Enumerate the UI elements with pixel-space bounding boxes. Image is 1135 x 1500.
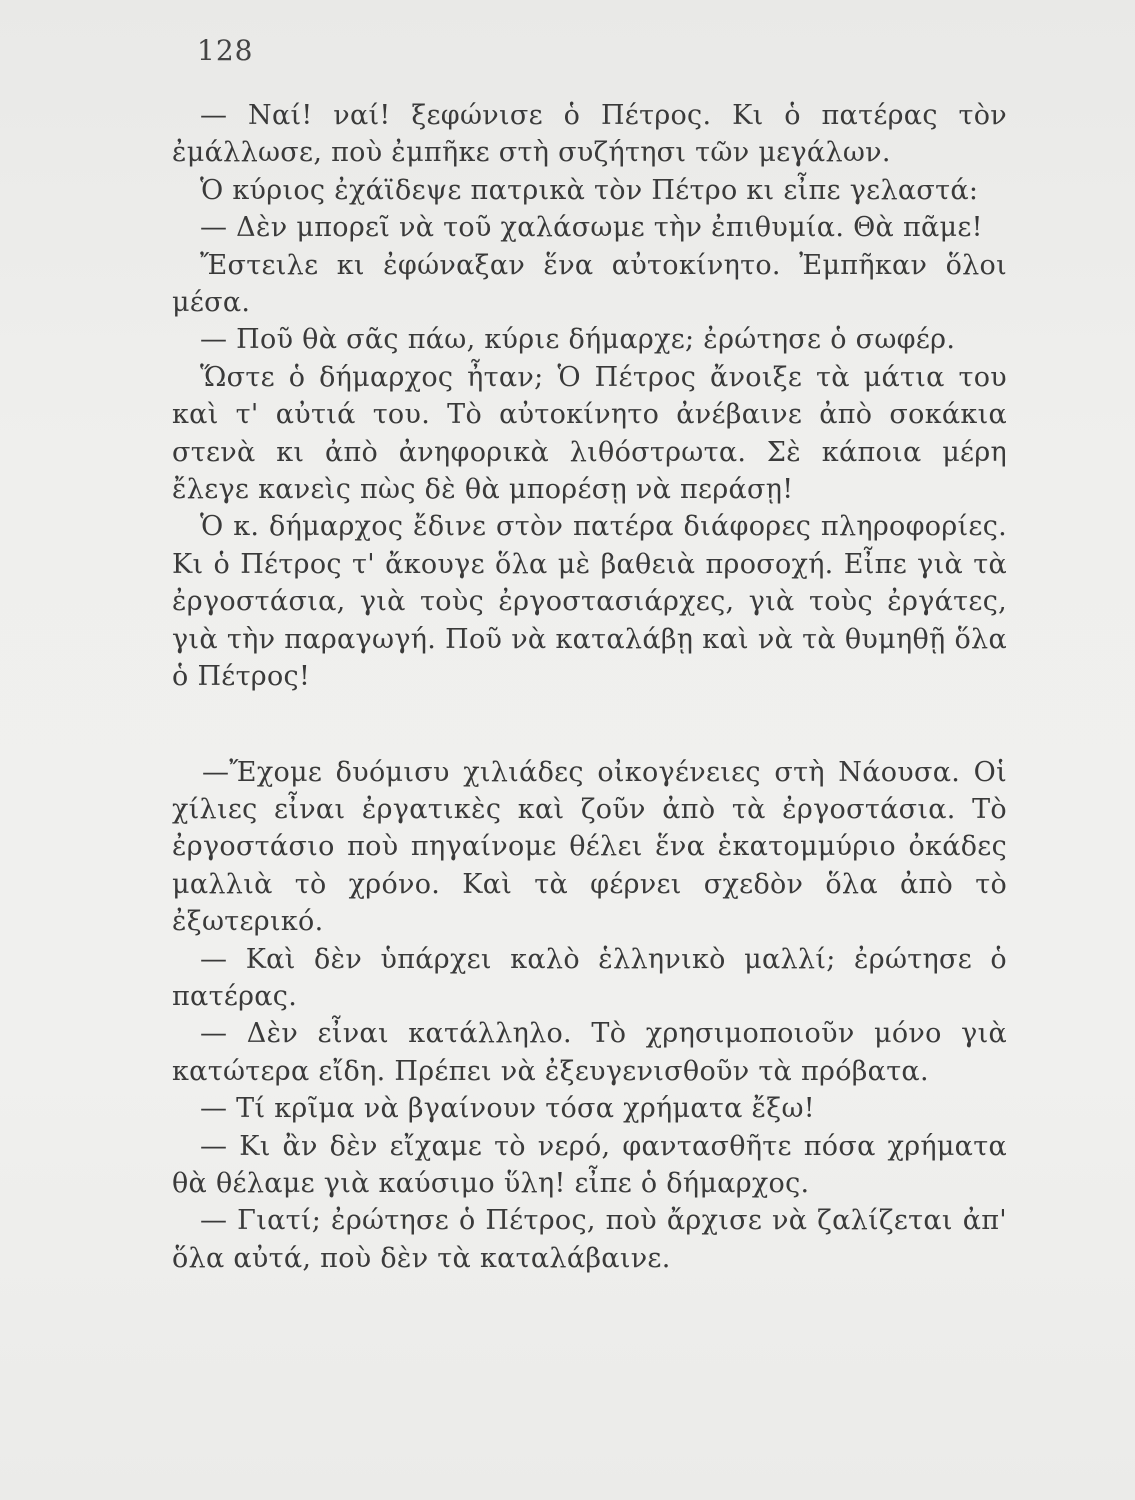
text-block-1 (172, 97, 1007, 696)
paragraph: Ἔστειλε κι ἐφώναξαν ἕνα αὐτοκίνητο. Ἐμπῆκαν ὅλοι μέσα. (172, 249, 1007, 319)
page-text (172, 97, 1007, 1277)
paragraph: Ὁ κύριος ἐχάϊδεψε πατρικὰ τὸν Πέτρο κι εἶπε γελαστά: (200, 174, 979, 206)
text-block-2 (172, 754, 1007, 1278)
paragraph: — Δὲν εἶναι κατάλληλο. Τὸ χρησιμοποιοῦν μόνο γιὰ κατώτερα εἴδη. Πρέπει νὰ ἐξευγενισθοῦν τὰ πρόβατα. (172, 1018, 1007, 1087)
paragraph: — Ναί! ναί! ξεφώνισε ὁ Πέτρος. Κι ὁ πατέρας τὸν ἐμάλλωσε, ποὺ ἐμπῆκε στὴ συζήτησι τῶν μεγάλων. (172, 100, 1007, 169)
paragraph: —Ἔχομε δυόμισυ χιλιάδες οἰκογένειες στὴ Νάουσα. Οἱ χίλιες εἶναι ἐργατικὲς καὶ ζοῦν ἀπὸ τὰ ἐργοστάσια. Τὸ ἐργοστάσιο ποὺ πηγαίνομε θέλει ἕνα ἑκατομμύριο ὀκάδες μαλλιὰ τὸ χρόνο. Καὶ τὰ φέρνει σχεδὸν ὅλα ἀπὸ τὸ ἐξωτερικό. (172, 756, 1007, 938)
paragraph: Ὁ κ. δήμαρχος ἔδινε στὸν πατέρα διάφορες πληροφορίες. Κι ὁ Πέτρος τ' ἄκουγε ὅλα μὲ βαθειὰ προσοχή. Εἶπε γιὰ τὰ ἐργοστάσια, γιὰ τοὺς ἐργοστασιάρχες, γιὰ τοὺς ἐργάτες, γιὰ τὴν παραγωγή. Ποῦ νὰ καταλάβῃ καὶ νὰ τὰ θυμηθῇ ὅλα ὁ Πέτρος! (172, 511, 1007, 693)
page-number: 128 (197, 34, 254, 67)
paragraph: — Δὲν μπορεῖ νὰ τοῦ χαλάσωμε τὴν ἐπιθυμία. Θὰ πᾶμε! (200, 212, 983, 244)
paragraph: — Καὶ δὲν ὑπάρχει καλὸ ἑλληνικὸ μαλλί; ἐρώτησε ὁ πατέρας. (172, 943, 1007, 1012)
paragraph: Ὥστε ὁ δήμαρχος ἦταν; Ὁ Πέτρος ἄνοιξε τὰ μάτια του καὶ τ' αὐτιά του. Τὸ αὐτοκίνητο ἀνέβαινε ἀπὸ σοκάκια στενὰ κι ἀπὸ ἀνηφορικὰ λιθόστρωτα. Σὲ κάποια μέρη ἔλεγε κανεὶς πὼς δὲ θὰ μπορέσῃ νὰ περάσῃ! (172, 361, 1007, 506)
paragraph: — Τί κρῖμα νὰ βγαίνουν τόσα χρήματα ἔξω! (200, 1093, 815, 1125)
paragraph: — Κι ἂν δὲν εἴχαμε τὸ νερό, φαντασθῆτε πόσα χρήματα θὰ θέλαμε γιὰ καύσιμο ὕλη! εἶπε ὁ δήμαρχος. (172, 1130, 1007, 1199)
paragraph: — Γιατί; ἐρώτησε ὁ Πέτρος, ποὺ ἄρχισε νὰ ζαλίζεται ἀπ' ὅλα αὐτά, ποὺ δὲν τὰ καταλάβαινε. (172, 1205, 1007, 1274)
paragraph: — Ποῦ θὰ σᾶς πάω, κύριε δήμαρχε; ἐρώτησε ὁ σωφέρ. (200, 324, 956, 356)
